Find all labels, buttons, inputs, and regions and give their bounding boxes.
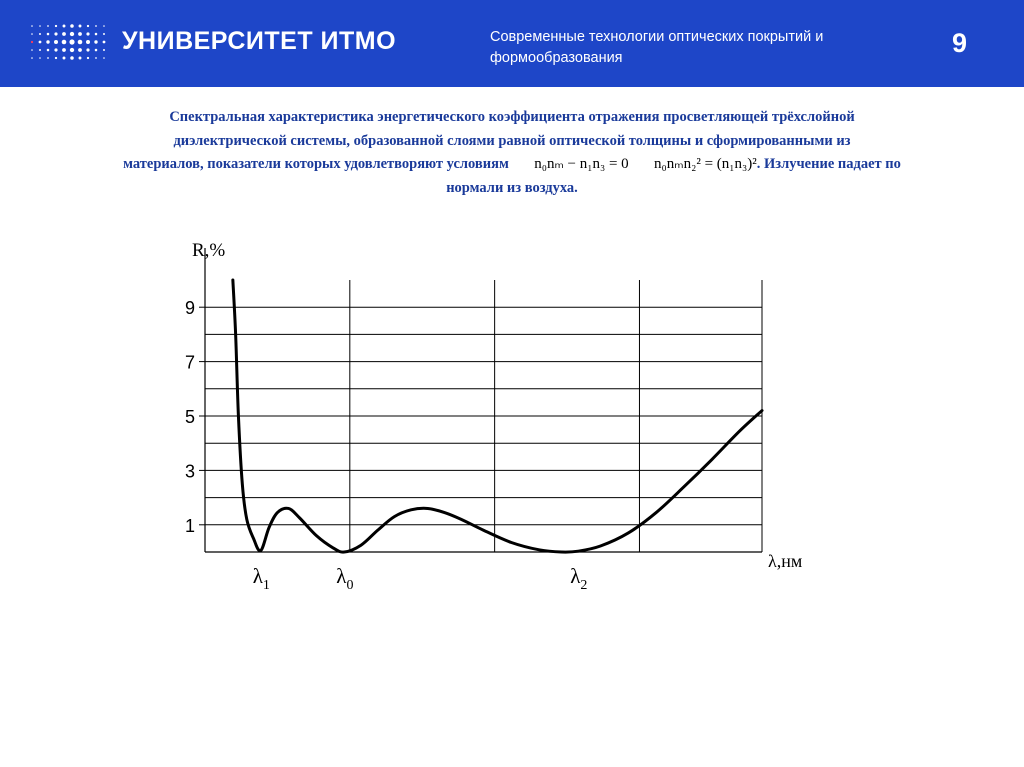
wavelength-marker: $\lambda_1$ — [252, 564, 270, 593]
formula-condition-2: n₀nₘn₂² = (n₁n₃)² — [654, 156, 757, 172]
slide-number: 9 — [952, 28, 968, 58]
course-title: Современные технологии оптических покрытий и формообразования — [490, 29, 824, 66]
wavelength-marker: $\lambda_0$ — [336, 564, 354, 593]
caption-line-1: Спектральная характеристика энергетического коэффициента отражения просветляющей трёхслойной — [169, 109, 855, 125]
y-tick-label: 3 — [184, 461, 195, 482]
y-tick-label: 5 — [184, 407, 195, 427]
y-tick-label: 7 — [184, 352, 195, 373]
y-tick-label: 1 — [184, 515, 195, 536]
y-tick-label: 9 — [184, 298, 195, 319]
caption-line-2: диэлектрической системы, образованной слоями равной оптической толщины и сформированными из — [173, 132, 851, 149]
caption-line-3-start: материалов, показатели которых удовлетворяют условиям — [123, 156, 509, 172]
y-axis-label: R,% — [192, 240, 226, 261]
formula-condition-1: n₀nₘ − n₁n₃ = 0 — [534, 156, 629, 172]
wavelength-marker: $\lambda_2$ — [570, 564, 588, 593]
x-axis-label: λ,нм — [768, 551, 803, 571]
caption-line-3-end: . Излучение падает по — [756, 156, 901, 172]
caption-line-4: нормали из воздуха. — [446, 179, 578, 196]
university-logo-text: УНИВЕРСИТЕТ ИТМО — [122, 27, 397, 55]
